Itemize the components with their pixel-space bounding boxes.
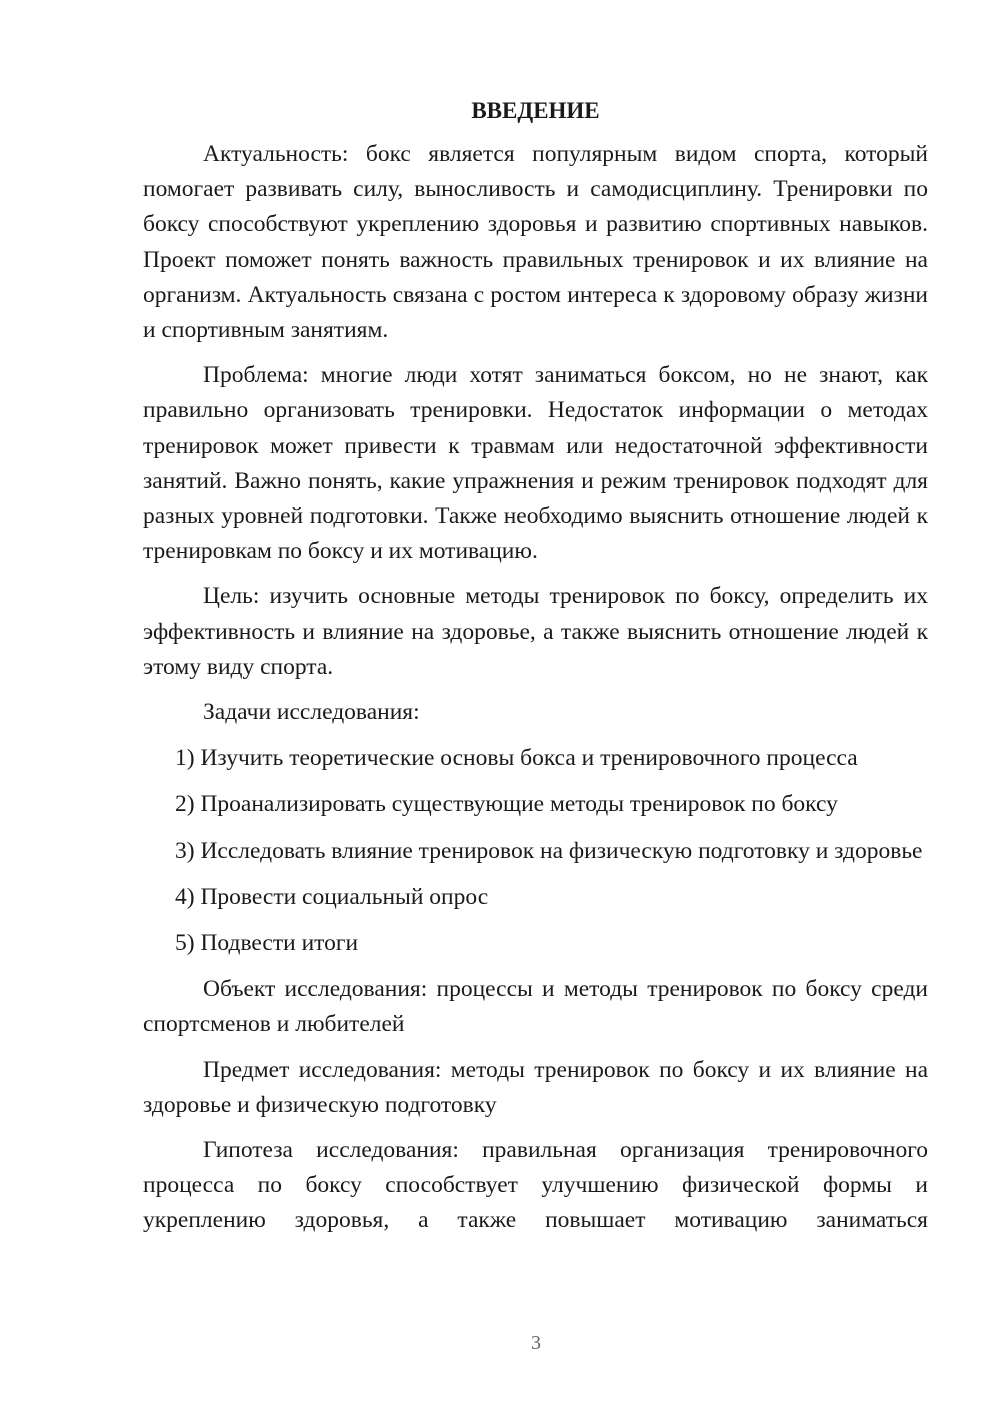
subject-paragraph: Предмет исследования: методы тренировок по боксу и их влияние на здоровье и физическую подготовку [143, 1056, 928, 1118]
page-content [143, 94, 928, 1239]
goal-paragraph: Цель: изучить основные методы тренировок по боксу, определить их эффективность и влияние на здоровье, а также выяснить отношение людей к этому виду спорта. [143, 583, 928, 680]
relevance-paragraph: Актуальность: бокс является популярным видом спорта, который помогает развивать силу, выносливость и самодисциплину. Тренировки по боксу способствуют укреплению здоровья и развитию спортивных навыков. Проект поможет понять важность правильных тренировок и их влияние на организм. Актуальность связана с ростом интереса к здоровому образу жизни и спортивным занятиям. [143, 141, 928, 344]
hypothesis-paragraph: Гипотеза исследования: правильная организация тренировочного процесса по боксу способствует улучшению физической формы и укреплению здоровья, а также повышает мотивацию заниматься [143, 1137, 928, 1234]
task-item-2: 2) Проанализировать существующие методы тренировок по боксу [175, 791, 838, 818]
task-item-3: 3) Исследовать влияние тренировок на физическую подготовку и здоровье [175, 837, 923, 864]
tasks-heading: Задачи исследования: [203, 699, 420, 726]
problem-paragraph: Проблема: многие люди хотят заниматься боксом, но не знают, как правильно организовать тренировки. Недостаток информации о методах тренировок может привести к травмам или недостаточной эффективности занятий. Важно понять, какие упражнения и режим тренировок подходят для разных уровней подготовки. Также необходимо выяснить отношение людей к тренировкам по боксу и их мотивацию. [143, 362, 928, 565]
page-title: ВВЕДЕНИЕ [471, 98, 600, 123]
object-paragraph: Объект исследования: процессы и методы тренировок по боксу среди спортсменов и любителей [143, 976, 928, 1038]
page-number: 3 [531, 1332, 541, 1354]
task-item-4: 4) Провести социальный опрос [175, 883, 489, 910]
task-item-5: 5) Подвести итоги [175, 930, 359, 957]
task-item-1: 1) Изучить теоретические основы бокса и тренировочного процесса [175, 745, 858, 772]
